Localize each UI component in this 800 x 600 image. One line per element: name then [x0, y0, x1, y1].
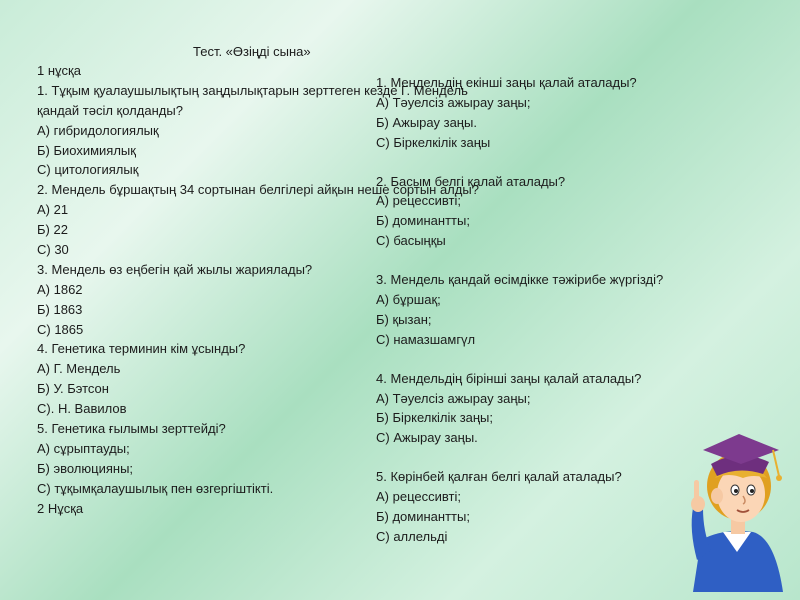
answer-line: А) Тәуелсіз ажырау заңы; — [376, 390, 531, 406]
text-line: 1. Тұқым қуалаушылықтың заңдылықтарын зерттеген кезде Г. Мендель — [37, 82, 468, 98]
answer-line: С) басыңқы — [376, 233, 446, 249]
text-line: 4. Генетика терминин кім ұсынды? — [37, 341, 246, 357]
text-line: С) 30 — [37, 242, 69, 258]
question-line: 3. Мендель қандай өсімдікке тәжірибе жүргізді? — [376, 272, 664, 288]
answer-line: Б) қызан; — [376, 311, 432, 327]
answer-line: С) Біркелкілік заңы — [376, 134, 491, 150]
answer-line: С) Ажырау заңы. — [376, 430, 478, 446]
variant-1-column — [37, 61, 597, 518]
answer-line: А) Тәуелсіз ажырау заңы; — [376, 94, 531, 110]
text-line: Б) 22 — [37, 222, 68, 238]
text-line: А) гибридологиялық — [37, 122, 159, 138]
answer-line: С) аллельді — [376, 528, 448, 544]
slide-title: Тест. «Өзіңді сына» — [193, 44, 311, 59]
text-line: С) тұқымқалаушылық пен өзгергіштікті. — [37, 480, 274, 496]
text-line: С) 1865 — [37, 321, 84, 337]
text-line: Б) 1863 — [37, 301, 83, 317]
text-line: А) 1862 — [37, 281, 83, 297]
answer-line: С) намазшамгүл — [376, 331, 476, 347]
text-line: 3. Мендель өз еңбегін қай жылы жариялады? — [37, 261, 313, 277]
text-line: А) сұрыптауды; — [37, 440, 130, 456]
question-line: 4. Мендельдің бірінші заңы қалай аталады? — [376, 370, 642, 386]
text-line: 2. Мендель бұршақтың 34 сортынан белгілері айқын неше сортын алды? — [37, 182, 479, 198]
text-line: А) 21 — [37, 202, 69, 218]
text-line: С). Н. Вавилов — [37, 401, 127, 417]
question-line: 2. Басым белгі қалай аталады? — [376, 173, 566, 189]
answer-line: Б) Ажырау заңы. — [376, 114, 477, 130]
text-line: 1 нұсқа — [37, 63, 81, 78]
text-line: С) цитологиялық — [37, 162, 139, 178]
question-line: 5. Көрінбей қалған белгі қалай аталады? — [376, 469, 622, 485]
answer-line: А) рецессивті; — [376, 489, 461, 505]
text-line: Б) У. Бэтсон — [37, 381, 109, 397]
question-line: 1. Мендельдің екінші заңы қалай аталады? — [376, 75, 637, 90]
text-line: Б) эволюцияны; — [37, 460, 134, 476]
answer-line: А) бұршақ; — [376, 292, 441, 308]
text-line: 5. Генетика ғылымы зерттейді? — [37, 421, 226, 437]
text-line: қандай тәсіл қолданды? — [37, 102, 183, 118]
text-line: 2 Нұсқа — [37, 500, 84, 516]
answer-line: А) рецессивті; — [376, 193, 461, 209]
text-line: Б) Биохимиялық — [37, 142, 136, 158]
answer-line: Б) доминантты; — [376, 213, 470, 229]
answer-line: Б) доминантты; — [376, 509, 470, 525]
text-line: А) Г. Мендель — [37, 361, 121, 377]
answer-line: Б) Біркелкілік заңы; — [376, 410, 494, 426]
